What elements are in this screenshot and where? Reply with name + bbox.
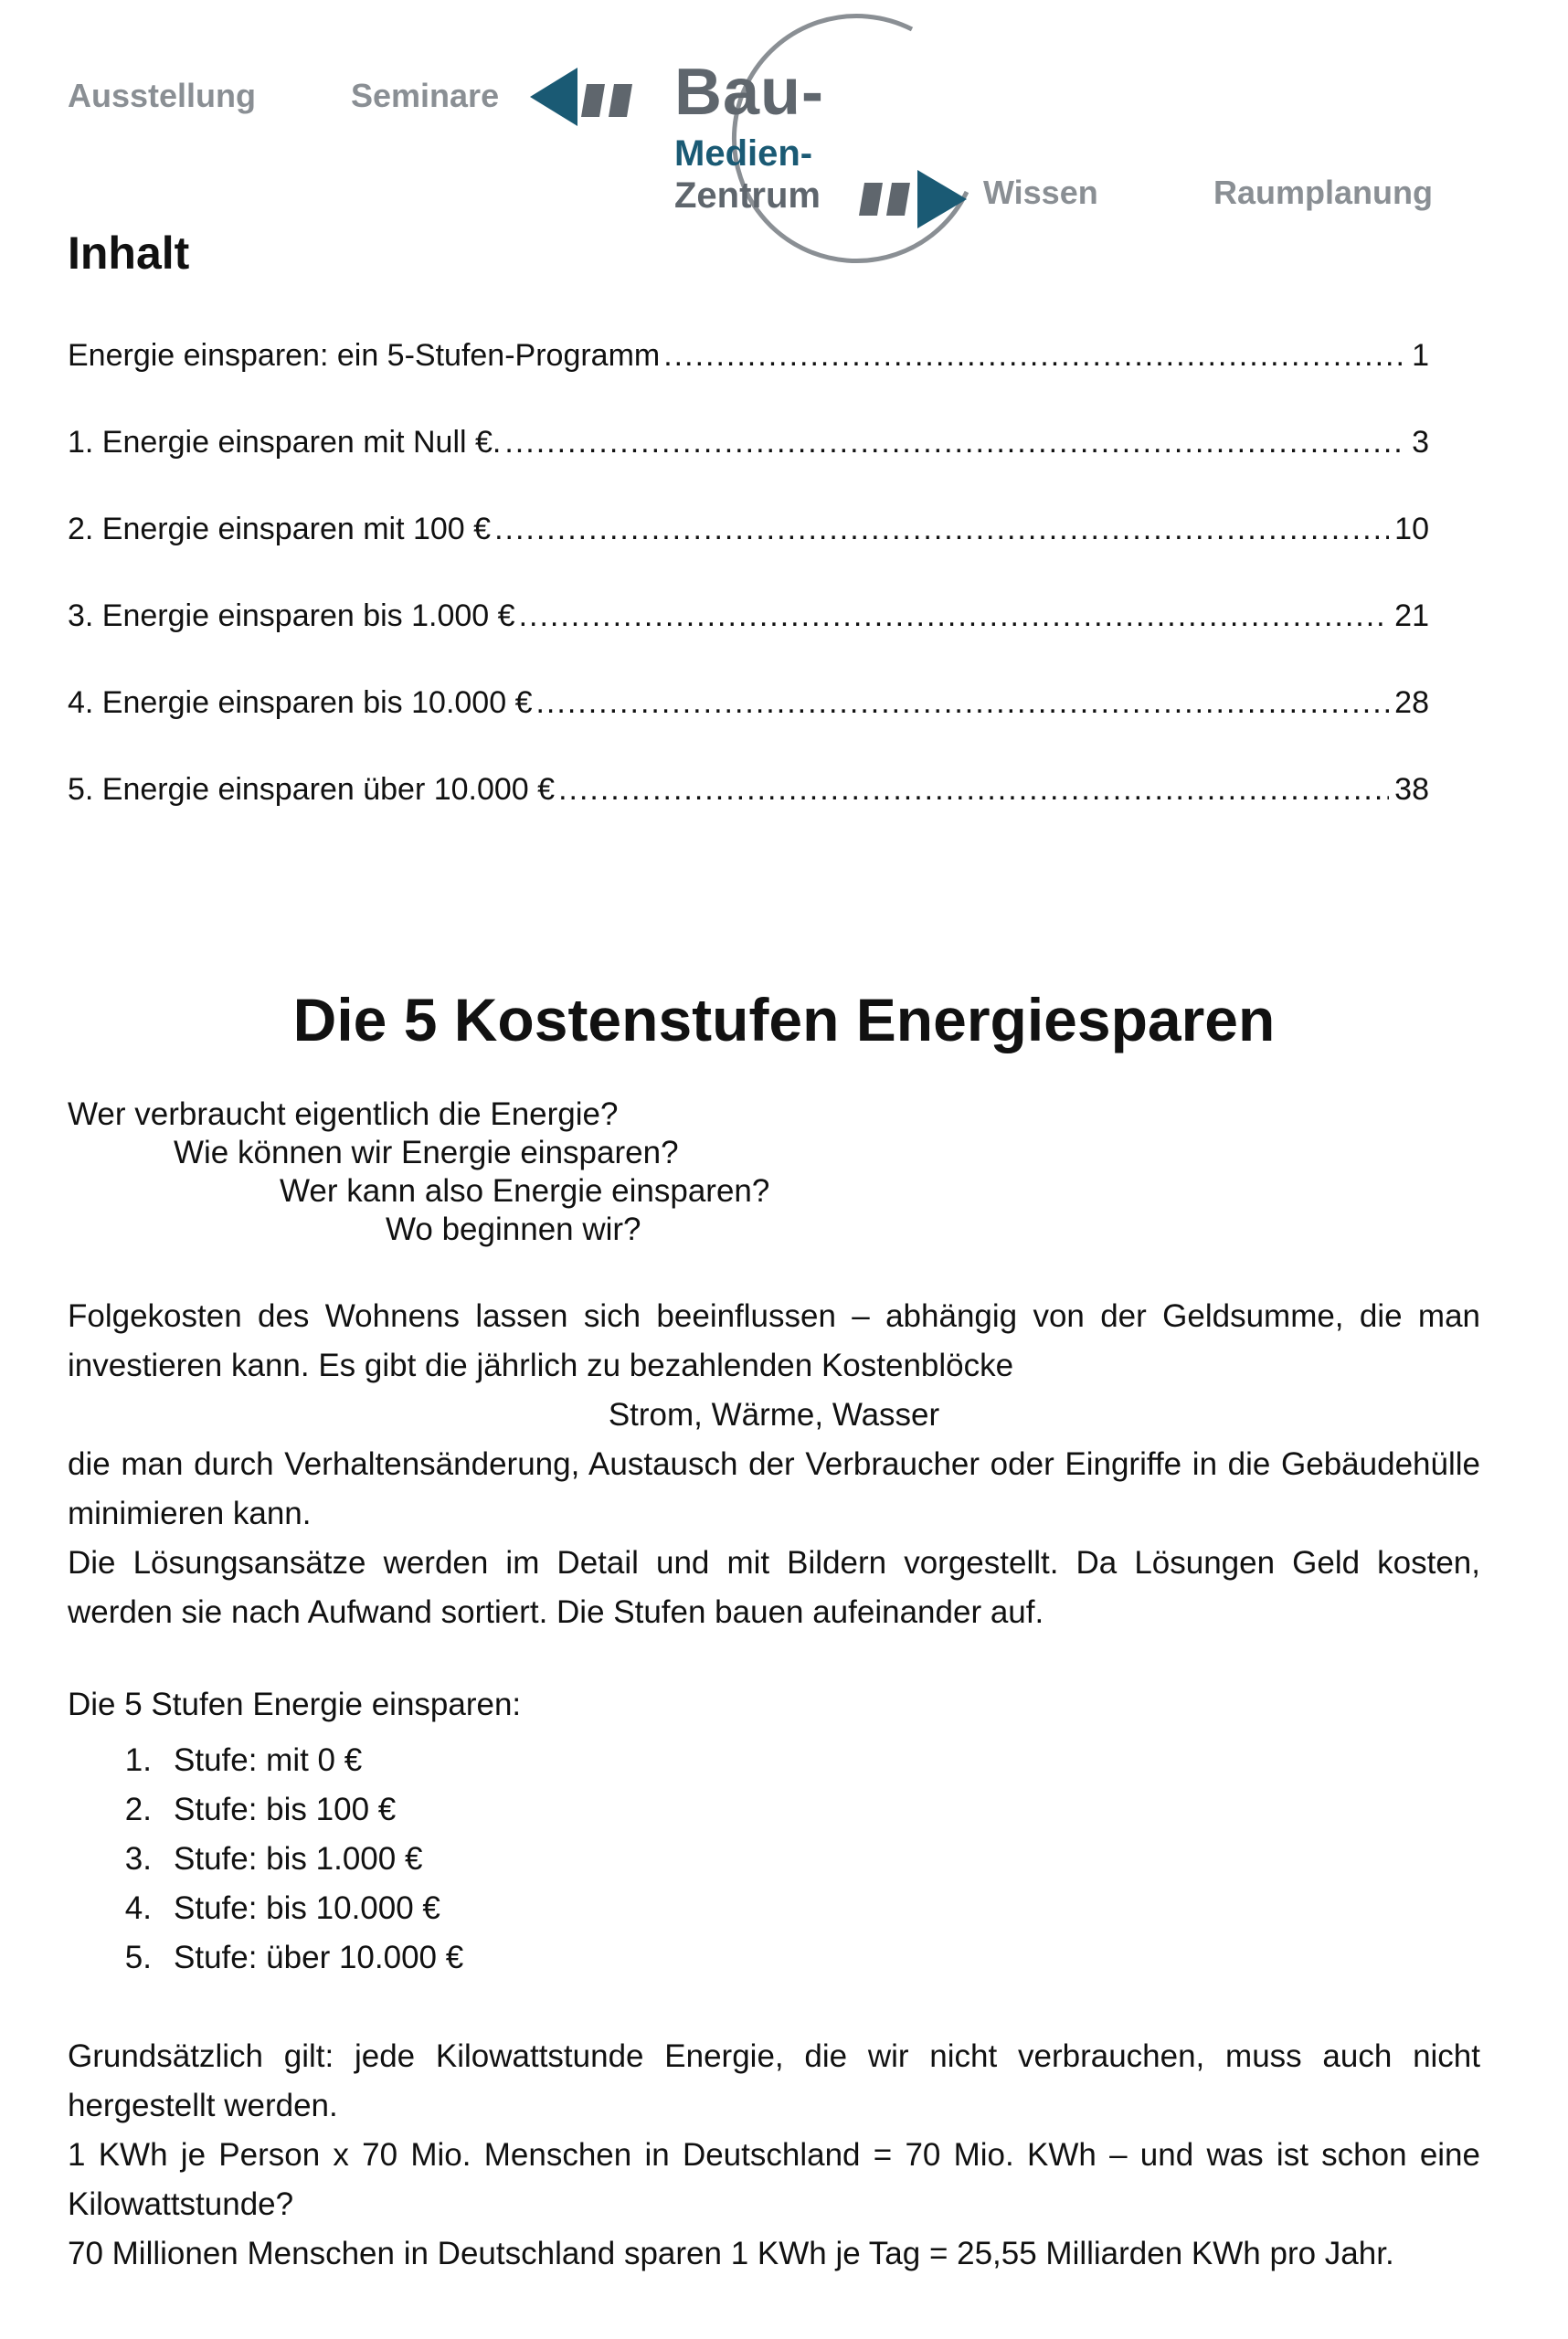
toc-entry-page: 1 [1412, 338, 1429, 373]
toc-leader-dots [558, 772, 1389, 808]
toc-entry-label: 3. Energie einsparen bis 1.000 € [68, 598, 515, 633]
list-item [68, 1933, 463, 1983]
nav-seminare[interactable]: Seminare [351, 77, 500, 114]
toc-entry-page: 10 [1394, 512, 1429, 546]
intro-paragraph: Die Lösungsansätze werden im Detail und mit Bildern vorgestellt. Da Lösungen Geld kosten, werden sie nach Aufwand sortiert. Die Stufen bauen aufeinander auf. [68, 1545, 1480, 1630]
closing-text [68, 2032, 1480, 2279]
logo-text-zentrum: Zentrum [674, 175, 821, 216]
closing-paragraph: 1 KWh je Person x 70 Mio. Menschen in Deutschland = 70 Mio. KWh – und was ist schon eine Kilowattstunde? [68, 2137, 1480, 2222]
logo-right-arrow-icon [917, 170, 967, 228]
cost-blocks-line: Strom, Wärme, Wasser [608, 1397, 940, 1433]
stages-list [68, 1736, 463, 1983]
list-item [68, 1835, 463, 1884]
logo-text-bau: Bau- [674, 56, 824, 129]
intro-text [68, 1292, 1480, 1637]
logo-left-bar-1 [581, 84, 605, 117]
toc-entry-label: 4. Energie einsparen bis 10.000 € [68, 685, 533, 720]
toc-entry-page: 28 [1394, 685, 1429, 720]
toc-entry-label: 1. Energie einsparen mit Null €. [68, 425, 502, 460]
list-item-number: 5. [124, 1940, 152, 1975]
toc-entry-page: 21 [1394, 598, 1429, 633]
main-heading: Die 5 Kostenstufen Energiesparen [292, 986, 1276, 1053]
list-item-number: 2. [124, 1792, 152, 1827]
toc-leader-dots [519, 598, 1390, 634]
logo-text-medien: Medien- [674, 133, 813, 174]
list-item-text: Stufe: bis 100 € [174, 1792, 397, 1827]
toc-entry-page: 38 [1394, 772, 1429, 807]
logo-right-bar-1 [859, 183, 883, 216]
list-item-number: 4. [124, 1890, 152, 1926]
list-item-number: 3. [124, 1841, 152, 1877]
question-line: Wer kann also Energie einsparen? [280, 1173, 770, 1209]
closing-paragraph: Grundsätzlich gilt: jede Kilowattstunde Energie, die wir nicht verbrauchen, muss auch nicht hergestellt werden. [68, 2038, 1480, 2123]
nav-ausstellung[interactable]: Ausstellung [68, 77, 257, 114]
toc-entry[interactable] [68, 685, 1429, 725]
toc-leader-dots [535, 685, 1389, 721]
stages-list-intro: Die 5 Stufen Energie einsparen: [68, 1687, 522, 1722]
toc-entry-page: 3 [1412, 425, 1429, 460]
toc-entry-label: 5. Energie einsparen über 10.000 € [68, 772, 556, 807]
toc-entry[interactable] [68, 598, 1429, 639]
list-item-text: Stufe: über 10.000 € [174, 1940, 464, 1975]
list-item [68, 1884, 463, 1933]
toc-leader-dots [504, 425, 1406, 460]
logo-right-bar-2 [886, 183, 910, 216]
intro-paragraph: Folgekosten des Wohnens lassen sich beeinflussen – abhängig von der Geldsumme, die man investieren kann. Es gibt die jährlich zu bezahlenden Kostenblöcke [68, 1298, 1480, 1383]
logo-left-arrow-icon [530, 68, 577, 126]
question-line: Wo beginnen wir? [386, 1212, 641, 1247]
question-line: Wer verbraucht eigentlich die Energie? [68, 1096, 619, 1132]
toc-entry-label: 2. Energie einsparen mit 100 € [68, 512, 492, 546]
list-item [68, 1785, 463, 1835]
toc-entry[interactable] [68, 512, 1429, 552]
closing-paragraph: 70 Millionen Menschen in Deutschland sparen 1 KWh je Tag = 25,55 Milliarden KWh pro Jahr. [68, 2236, 1394, 2271]
toc-leader-dots [663, 338, 1406, 374]
toc-entry-label: Energie einsparen: ein 5-Stufen-Programm [68, 338, 661, 373]
intro-paragraph: die man durch Verhaltensänderung, Austausch der Verbraucher oder Eingriffe in die Gebäudehülle minimieren kann. [68, 1446, 1480, 1531]
toc-entry[interactable] [68, 338, 1429, 378]
logo-left-bar-2 [609, 84, 632, 117]
nav-raumplanung[interactable]: Raumplanung [1213, 174, 1433, 211]
toc-entry[interactable] [68, 425, 1429, 465]
nav-wissen[interactable]: Wissen [983, 174, 1098, 211]
toc-entry[interactable] [68, 772, 1429, 812]
list-item-text: Stufe: bis 1.000 € [174, 1841, 423, 1877]
list-item [68, 1736, 463, 1785]
toc-title: Inhalt [68, 228, 190, 279]
toc-leader-dots [494, 512, 1389, 547]
question-line: Wie können wir Energie einsparen? [174, 1135, 679, 1170]
list-item-text: Stufe: bis 10.000 € [174, 1890, 440, 1926]
list-item-text: Stufe: mit 0 € [174, 1742, 363, 1778]
list-item-number: 1. [124, 1742, 152, 1778]
